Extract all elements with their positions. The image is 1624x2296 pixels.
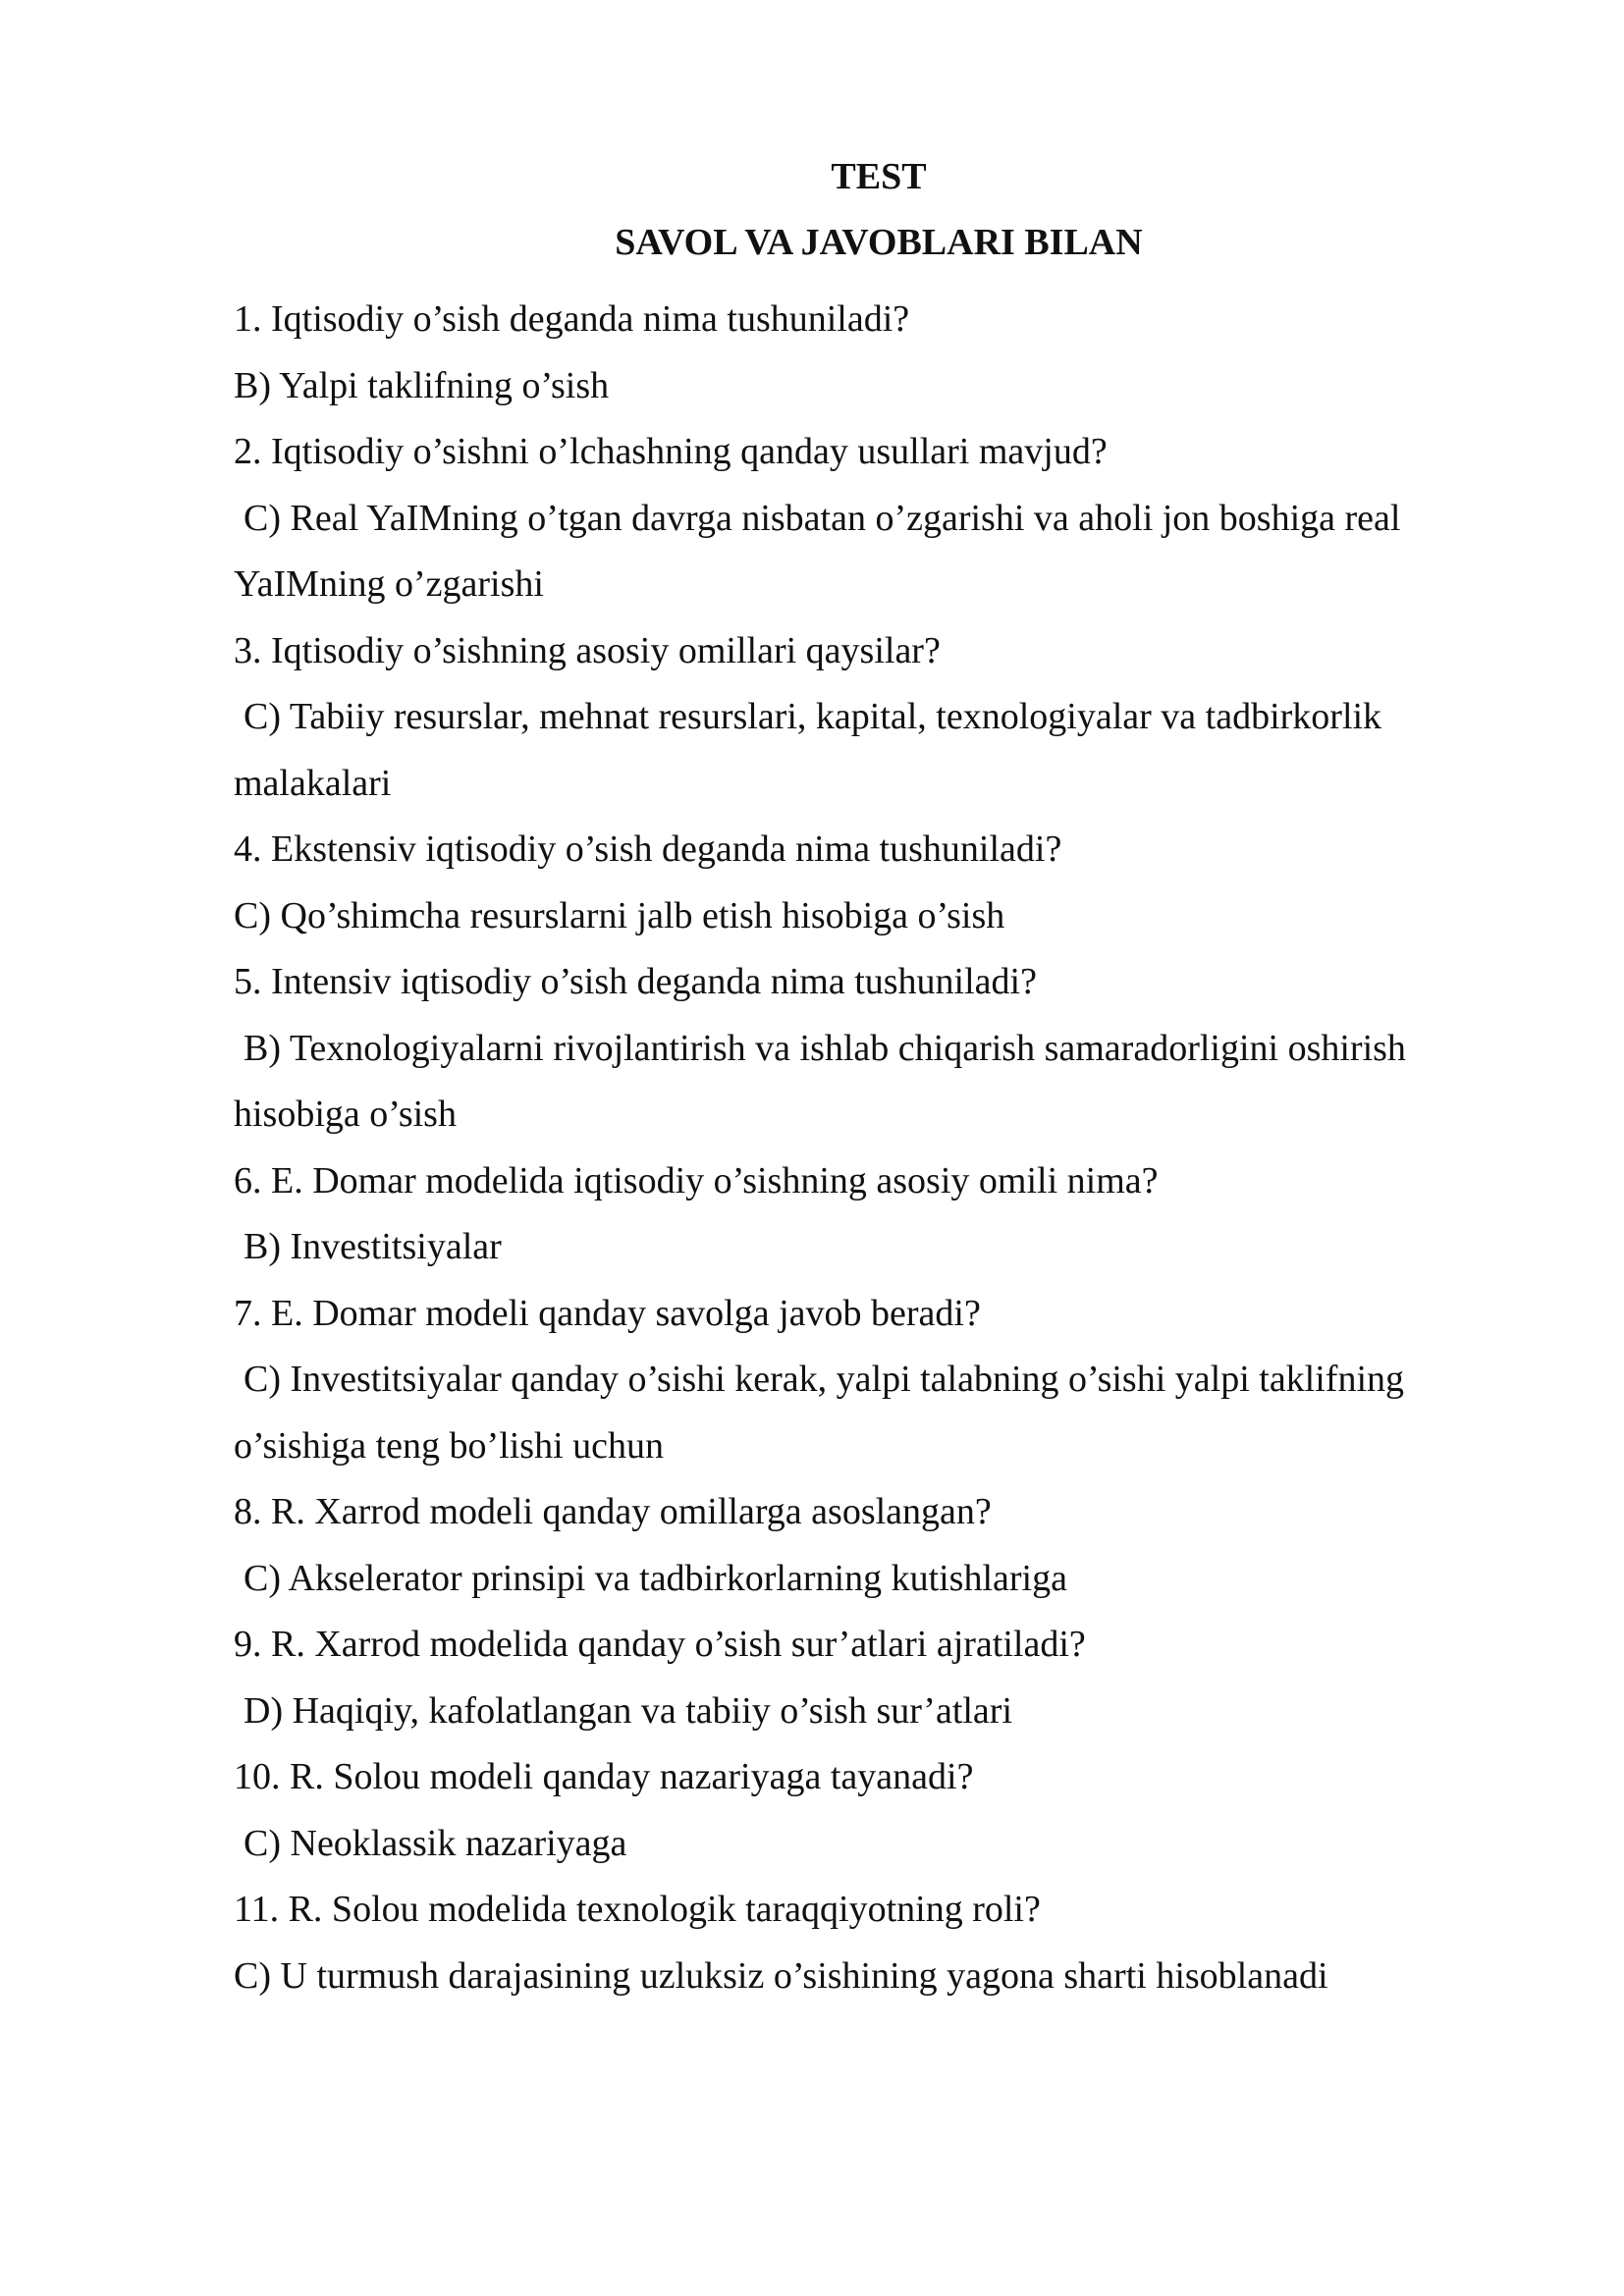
question-text: 7. E. Domar modeli qanday savolga javob beradi? (234, 1292, 981, 1334)
answer-text: C) U turmush darajasining uzluksiz o’sishining yagona sharti hisoblanadi (234, 1954, 1328, 1997)
document-subtitle: SAVOL VA JAVOBLARI BILAN (615, 222, 1143, 263)
answer-text: D) Haqiqiy, kafolatlangan va tabiiy o’sish sur’atlari (244, 1689, 1013, 1732)
answer-text: o’sishiga teng bo’lishi uchun (234, 1424, 665, 1467)
question-text: 8. R. Xarrod modeli qanday omillarga asoslangan? (234, 1491, 992, 1532)
question-text: 10. R. Solou modeli qanday nazariyaga tayanadi? (234, 1756, 974, 1797)
answer-text: C) Tabiiy resurslar, mehnat resurslari, kapital, texnologiyalar va tadbirkorlik (244, 696, 1382, 737)
question-text: 2. Iqtisodiy o’sishni o’lchashning qanday usullari mavjud? (234, 431, 1108, 472)
question-text: 9. R. Xarrod modelida qanday o’sish sur’atlari ajratiladi? (234, 1624, 1086, 1665)
answer-text: C) Akselerator prinsipi va tadbirkorlarning kutishlariga (244, 1557, 1067, 1599)
answer-text: hisobiga o’sish (234, 1094, 457, 1135)
question-text: 3. Iqtisodiy o’sishning asosiy omillari qaysilar? (234, 629, 941, 671)
answer-text: C) Investitsiyalar qanday o’sishi kerak, yalpi talabning o’sishi yalpi taklifning (244, 1359, 1405, 1400)
answer-text: malakalari (234, 762, 392, 804)
question-answer-list (234, 287, 1451, 2009)
answer-text: C) Neoklassik nazariyaga (244, 1822, 627, 1864)
document-title: TEST (831, 156, 927, 197)
question-text: 5. Intensiv iqtisodiy o’sish deganda nima tushuniladi? (234, 961, 1037, 1002)
answer-text: B) Yalpi taklifning o’sish (234, 364, 610, 406)
answer-text: YaIMning o’zgarishi (234, 563, 544, 605)
question-text: 1. Iqtisodiy o’sish deganda nima tushuniladi? (234, 298, 910, 340)
answer-text: B) Texnologiyalarni rivojlantirish va ishlab chiqarish samaradorligini oshirish (244, 1027, 1406, 1069)
question-text: 11. R. Solou modelida texnologik taraqqiyotning roli? (234, 1889, 1041, 1930)
answer-text: B) Investitsiyalar (244, 1226, 502, 1267)
question-text: 6. E. Domar modelida iqtisodiy o’sishning asosiy omili nima? (234, 1159, 1159, 1201)
answer-text: C) Real YaIMning o’tgan davrga nisbatan o’zgarishi va aholi jon boshiga real (244, 497, 1401, 539)
question-text: 4. Ekstensiv iqtisodiy o’sish deganda nima tushuniladi? (234, 828, 1062, 870)
answer-text: C) Qo’shimcha resurslarni jalb etish hisobiga o’sish (234, 894, 1005, 936)
